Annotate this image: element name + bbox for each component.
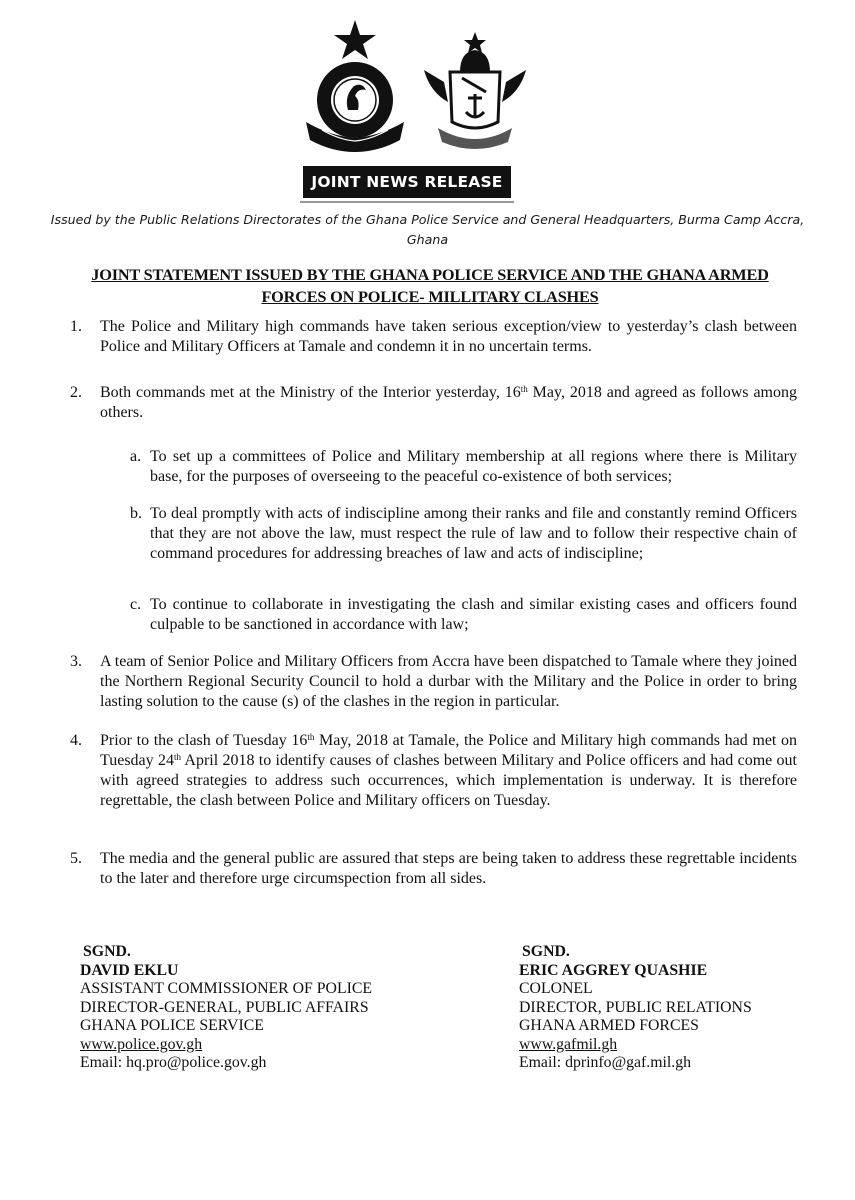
banner-divider bbox=[300, 201, 514, 203]
paragraph-number: 2. bbox=[70, 384, 82, 401]
subparagraph-text: To continue to collaborate in investigating the clash and similar existing cases and officers found culpable to be sanctioned in accordance with law; bbox=[150, 596, 797, 633]
signatory-organization: GHANA ARMED FORCES bbox=[519, 1017, 699, 1034]
subparagraph-text: To deal promptly with acts of indiscipline among their ranks and file and constantly remind Officers that they are not above the law, must respect the rule of law and to follow their respective chain of command procedures for addressing breaches of law and acts of indiscipline; bbox=[150, 505, 797, 562]
signed-label: SGND. bbox=[522, 943, 570, 960]
signatory-position: DIRECTOR, PUBLIC RELATIONS bbox=[519, 998, 752, 1016]
paragraph-number: 1. bbox=[70, 318, 82, 335]
paragraph-number: 5. bbox=[70, 850, 82, 867]
email-address: Email: hq.pro@police.gov.gh bbox=[80, 1054, 267, 1071]
paragraph-text: Both commands met at the Ministry of the Interior yesterday, 16th May, 2018 and agreed as follows among others. bbox=[100, 384, 797, 421]
website-link[interactable]: www.gafmil.gh bbox=[519, 1035, 618, 1053]
signature-police bbox=[80, 943, 372, 1073]
issued-by-line: Issued by the Public Relations Directorates of the Ghana Police Service and General Headquarters, Burma Camp Accra, Ghana bbox=[50, 212, 805, 247]
subparagraph-letter: a. bbox=[130, 448, 142, 465]
paragraph-number: 3. bbox=[70, 653, 82, 670]
email-address: Email: dprinfo@gaf.mil.gh bbox=[519, 1054, 692, 1071]
paragraph-text: Prior to the clash of Tuesday 16th May, 2018 at Tamale, the Police and Military high commands had met on Tuesday 24th April 2018 to identify causes of clashes between Military and Police officers and had come out with agreed strategies to address such occurrences, which implementation is underway. It is therefore regrettable, the clash between Police and Military officers on Tuesday. bbox=[100, 732, 798, 809]
document-title: JOINT STATEMENT ISSUED BY THE GHANA POLICE SERVICE AND THE GHANA ARMED FORCES ON POLICE- MILLITARY CLASHES bbox=[91, 265, 769, 306]
signed-label: SGND. bbox=[83, 943, 131, 960]
paragraph-number: 4. bbox=[70, 732, 82, 749]
subparagraph-text: To set up a committees of Police and Military membership at all regions where there is Military base, for the purposes of overseeing to the peaceful co-existence of both services; bbox=[150, 448, 797, 485]
signatory-name: DAVID EKLU bbox=[80, 961, 179, 979]
ghana-police-crest-icon bbox=[300, 18, 410, 158]
website-link[interactable]: www.police.gov.gh bbox=[80, 1035, 203, 1053]
paragraph-text: The media and the general public are assured that steps are being taken to address these regrettable incidents to the later and therefore urge circumspection from all sides. bbox=[100, 850, 797, 887]
logos bbox=[300, 18, 540, 158]
signature-armed-forces bbox=[519, 943, 752, 1073]
paragraph-text: The Police and Military high commands have taken serious exception/view to yesterday’s clash between Police and Military Officers at Tamale and condemn it in no uncertain terms. bbox=[100, 318, 797, 355]
signatory-rank: COLONEL bbox=[519, 980, 593, 997]
signatory-organization: GHANA POLICE SERVICE bbox=[80, 1017, 264, 1034]
subparagraph-letter: c. bbox=[130, 596, 142, 613]
ghana-armed-forces-crest-icon bbox=[420, 32, 530, 152]
subparagraph-letter: b. bbox=[130, 505, 142, 522]
signatory-rank: ASSISTANT COMMISSIONER OF POLICE bbox=[80, 980, 373, 997]
paragraph-text: A team of Senior Police and Military Officers from Accra have been dispatched to Tamale where they joined the Northern Regional Security Council to hold a durbar with the Military and the Police in order to bring lasting solution to the cause (s) of the clashes in the region in particular. bbox=[100, 653, 797, 710]
joint-news-release-banner: JOINT NEWS RELEASE bbox=[303, 166, 511, 198]
signatory-name: ERIC AGGREY QUASHIE bbox=[519, 961, 708, 979]
signatory-position: DIRECTOR-GENERAL, PUBLIC AFFAIRS bbox=[80, 998, 369, 1016]
